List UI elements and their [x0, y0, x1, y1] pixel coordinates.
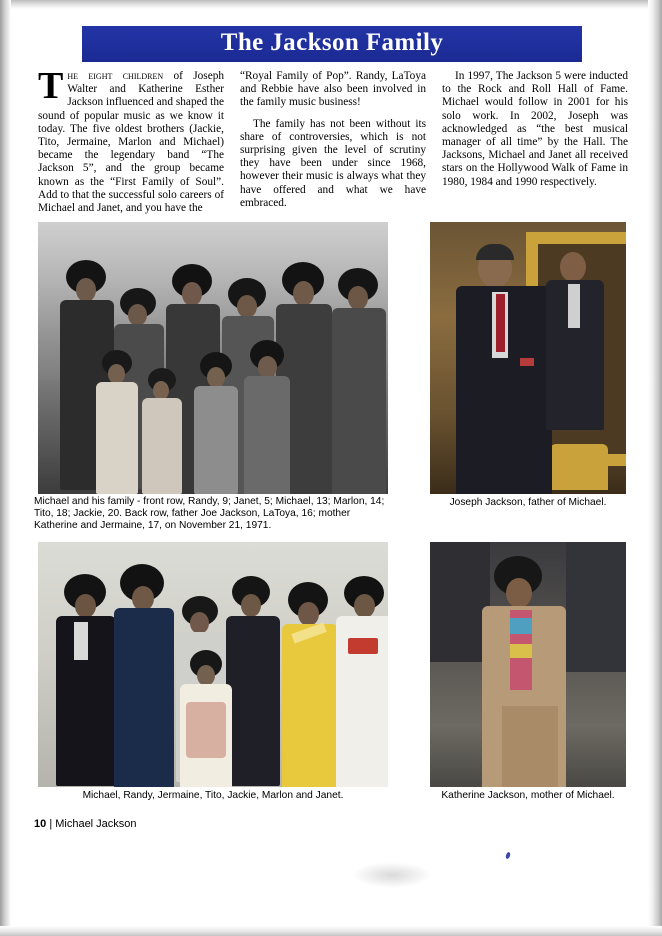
page-title: The Jackson Family — [220, 29, 444, 56]
photo-joseph-jackson — [430, 222, 626, 494]
scan-smudge — [352, 862, 432, 888]
paragraph: The family has not been without its share of controversies, which is not surprising given the level of scrutiny they have been under since 1968, however their music is always what they have offered and what we have embraced. — [240, 117, 426, 209]
paragraph — [38, 65, 225, 215]
photo-crowd — [430, 542, 490, 662]
photo-group-1971 — [38, 222, 388, 494]
photo-katherine-jackson — [430, 542, 626, 787]
article-column-2 — [240, 70, 426, 223]
caption-katherine-jackson: Katherine Jackson, mother of Michael. — [441, 790, 615, 801]
page-folio — [34, 818, 137, 830]
folio-number: 10 — [34, 818, 47, 830]
page-edge-bottom — [0, 926, 662, 936]
paragraph: In 1997, The Jackson 5 were inducted to the Rock and Roll Hall of Fame. Michael would follow in 2001 for his solo work. In 2002, Joseph was acknowledged as “the best musical manager of all time” by the Hall. The Jacksons, Michael and Janet all received stars on the Hollywood Walk of Fame in 1980, 1984 and 1990 respectively. — [442, 70, 628, 188]
drop-cap: T — [38, 65, 64, 107]
photo-siblings-group — [38, 542, 388, 787]
lead-in-text: he eight children — [67, 70, 164, 82]
article-column-1 — [38, 65, 225, 223]
caption-group-1971: Michael and his family - front row, Randy, 9; Janet, 5; Michael, 13; Marlon, 14; Tito, 18; Jackie, 20. Back row, father Joe Jackson, LaToya, 16; mother Katherine and Jermaine, 17, on November 21, 1971. — [34, 496, 385, 532]
caption-joseph-jackson: Joseph Jackson, father of Michael. — [449, 497, 607, 508]
scan-speck — [505, 852, 511, 860]
paragraph-text: of Joseph Walter and Katherine Esther Jackson influenced and shaped the sound of popular music as we know it today. The five oldest brothers (Jackie, Tito, Jermaine, Marlon and Michael) became the legendary band “The Jackson 5”, and the group became known as the “First Family of Soul”. Add to that the successful solo careers of Michael and Janet, and you have the — [38, 70, 225, 215]
page-edge-top — [0, 0, 662, 9]
photo-gold-pedestal — [550, 444, 608, 490]
page-edge-left — [0, 0, 11, 936]
photo-crowd — [566, 542, 626, 672]
page-title-banner — [82, 26, 582, 62]
caption-siblings-group: Michael, Randy, Jermaine, Tito, Jackie, Marlon and Janet. — [82, 790, 344, 801]
article-column-3 — [442, 70, 628, 223]
paragraph: “Royal Family of Pop”. Randy, LaToya and Rebbie have also been involved in the family music business! — [240, 70, 426, 109]
article-body — [38, 65, 628, 223]
folio-label: | Michael Jackson — [49, 818, 137, 830]
page-edge-right — [648, 0, 662, 936]
